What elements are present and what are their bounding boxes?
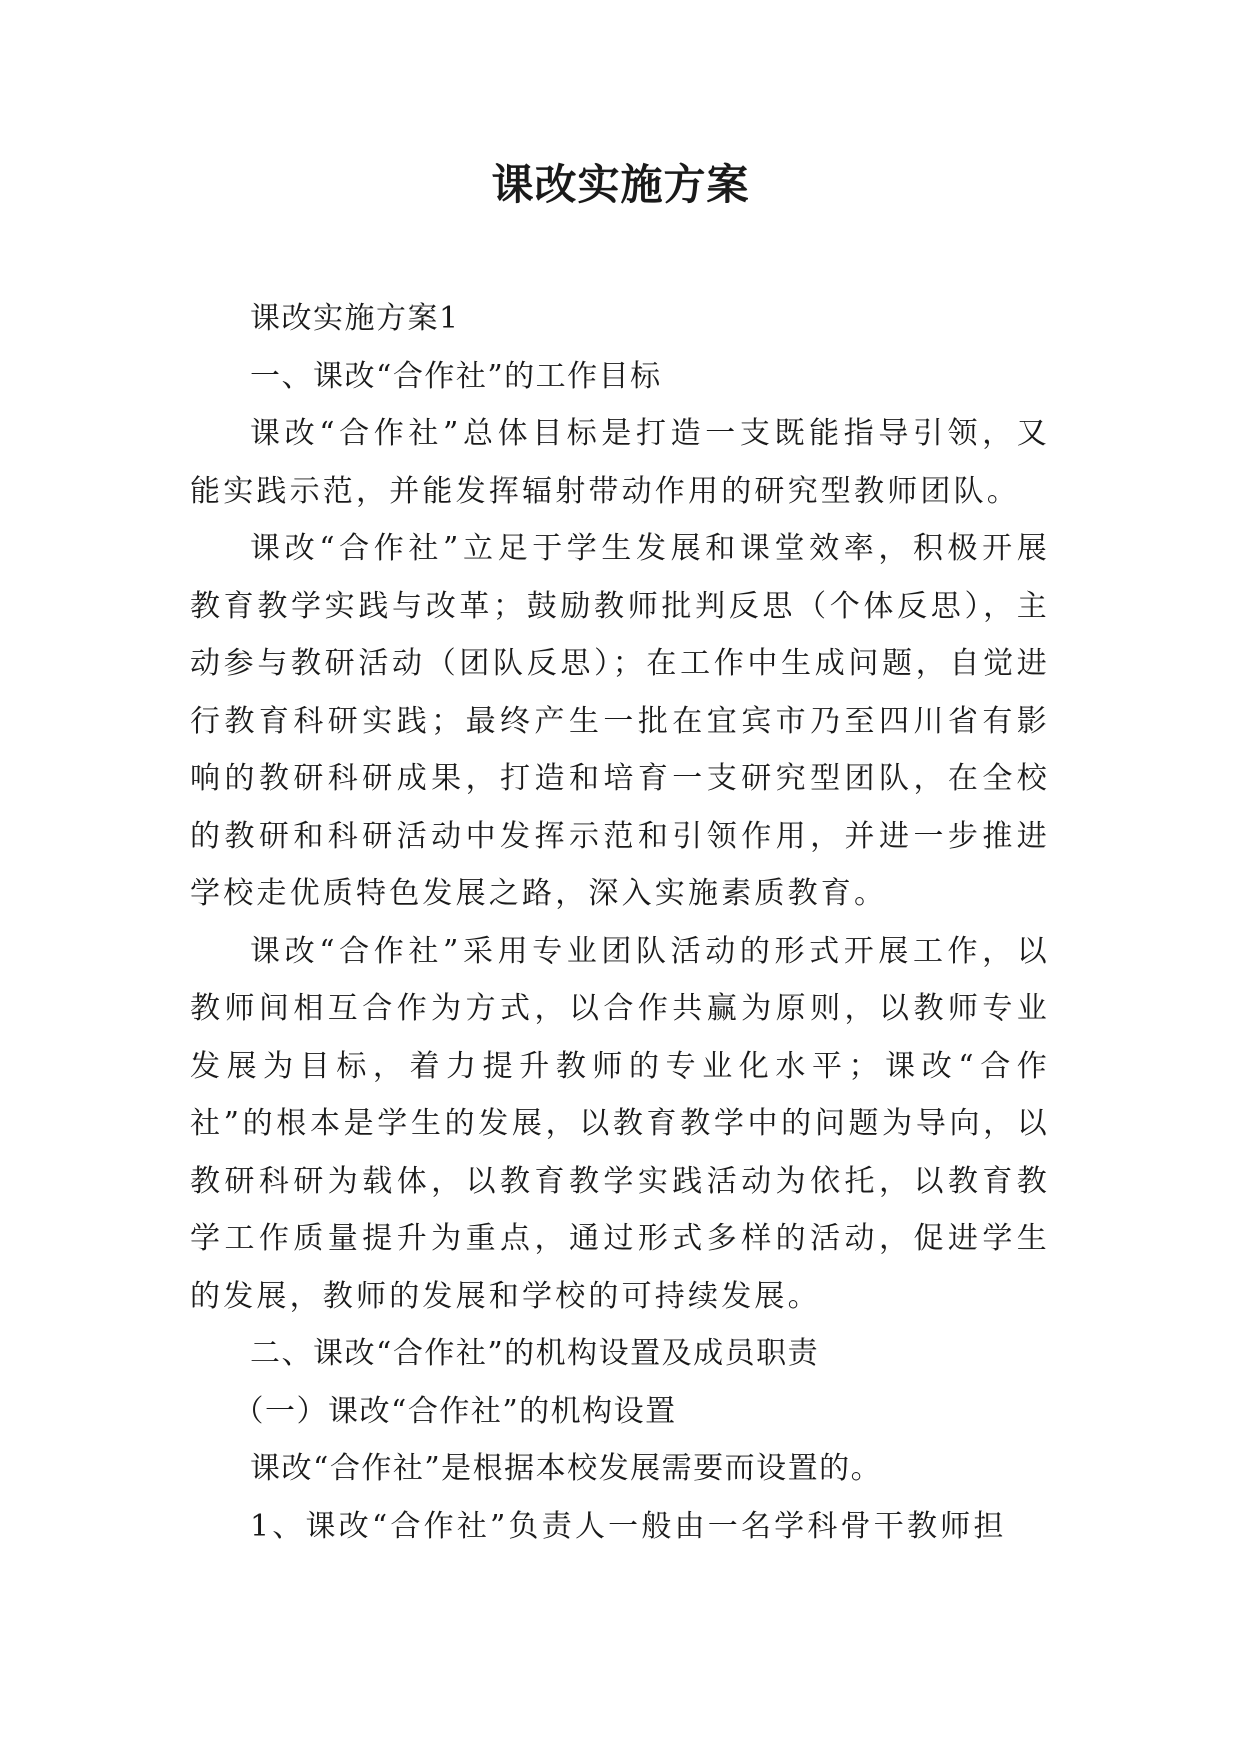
- document-title: 课改实施方案: [491, 160, 750, 209]
- section-label: 课改实施方案1: [250, 301, 460, 336]
- paragraph-foundation: 课改“合作社”立足于学生发展和课堂效率，积极开展教育教学实践与改革；鼓励教师批判反思（个体反思），主动参与教研活动（团队反思）；在工作中生成问题，自觉进行教育科研实践；最终产生一批在宜宾市乃至四川省有影响的教研科研成果，打造和培育一支研究型团队，在全校的教研和科研活动中发挥示范和引领作用，并进一步推进学校走优质特色发展之路，深入实施素质教育。: [190, 531, 1050, 911]
- paragraph-setup-basis: 课改“合作社”是根据本校发展需要而设置的。: [250, 1451, 883, 1486]
- heading-organization: 二、课改“合作社”的机构设置及成员职责: [250, 1336, 820, 1371]
- heading-work-goals: 一、课改“合作社”的工作目标: [250, 358, 662, 394]
- document-body: [190, 290, 1050, 1555]
- paragraph-working-method: 课改“合作社”采用专业团队活动的形式开展工作，以教师间相互合作为方式，以合作共赢为原则，以教师专业发展为目标，着力提升教师的专业化水平；课改“合作社”的根本是学生的发展，以教育教学中的问题为导向，以教研科研为载体，以教育教学实践活动为依托，以教育教学工作质量提升为重点，通过形式多样的活动，促进学生的发展，教师的发展和学校的可持续发展。: [190, 933, 1050, 1314]
- paragraph-overall-goal: 课改“合作社”总体目标是打造一支既能指导引领，又能实践示范，并能发挥辐射带动作用的研究型教师团队。: [190, 416, 1050, 509]
- paragraph-leader: 1、课改“合作社”负责人一般由一名学科骨干教师担: [250, 1508, 1007, 1544]
- subheading-organization-setup: （一）课改“合作社”的机构设置: [233, 1393, 677, 1429]
